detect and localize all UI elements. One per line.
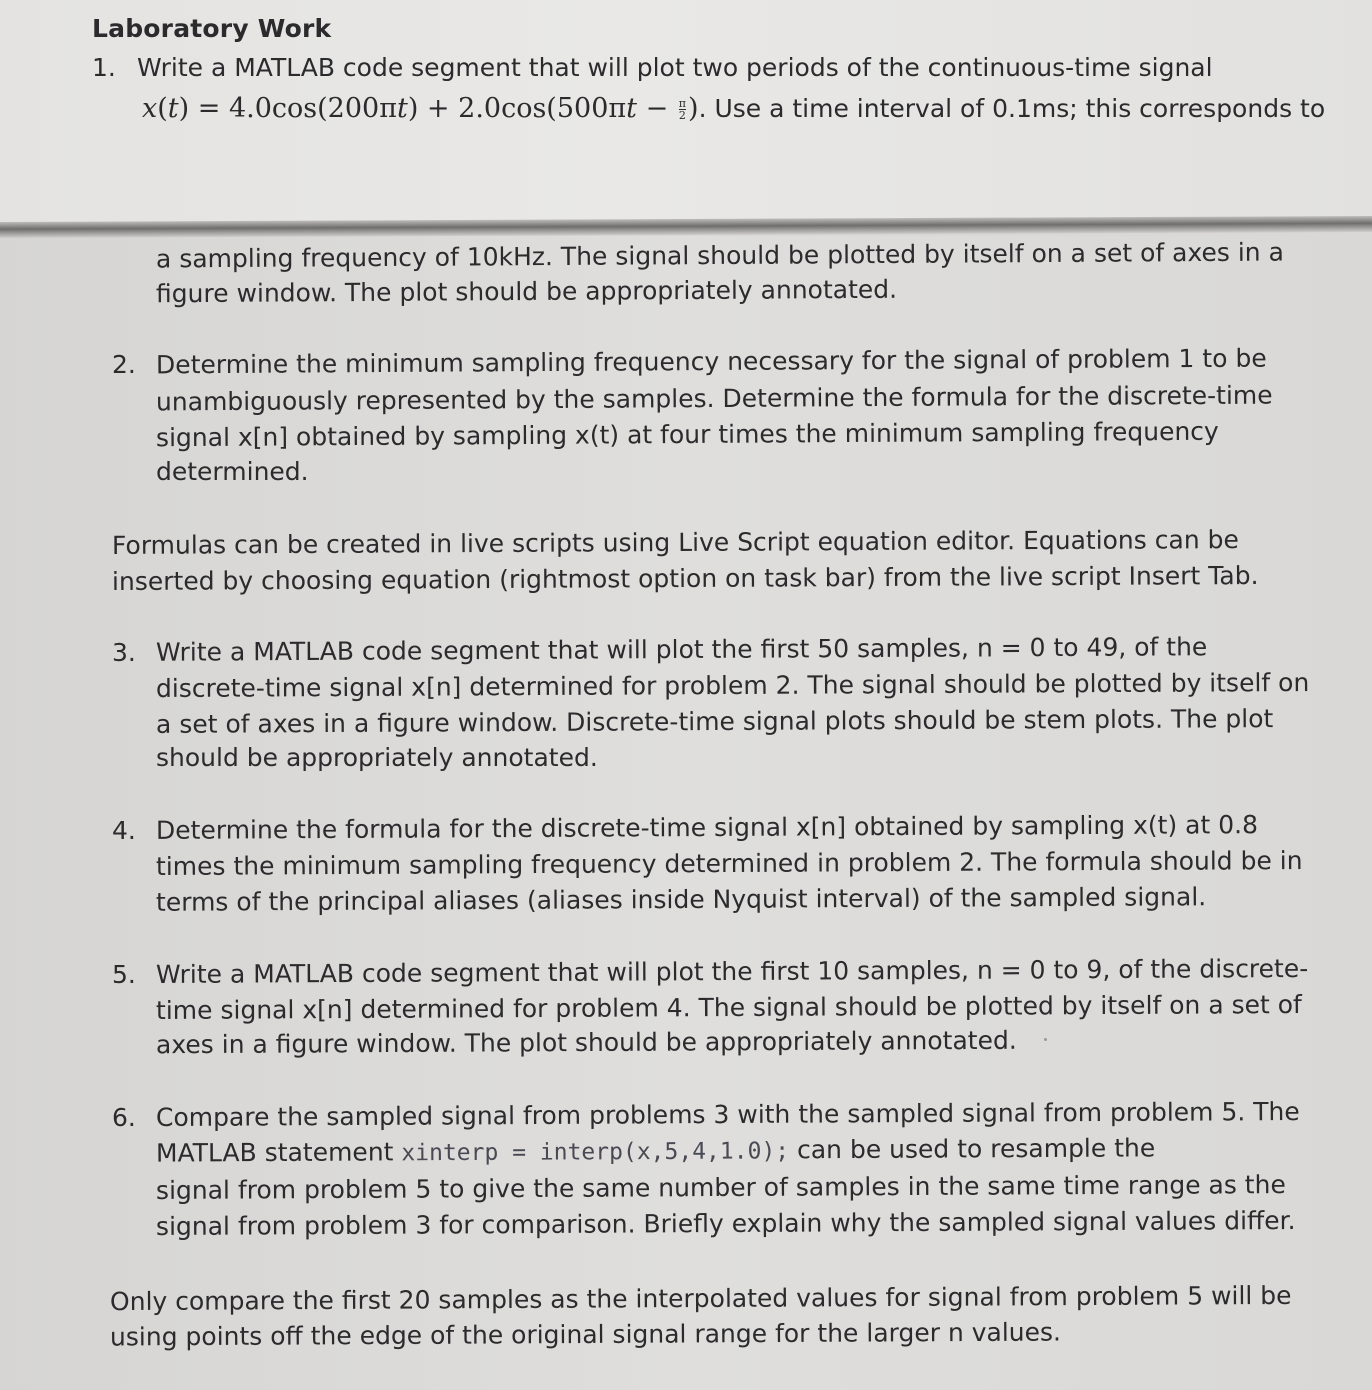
note-1-line-1: Formulas can be created in live scripts using Live Script equation editor. Equations can be (111, 525, 1239, 560)
q3-line-3: a set of axes in a figure window. Discrete-time signal plots should be stem plots. The plot (155, 704, 1274, 739)
q6-line-2-pre: MATLAB statement (155, 1137, 402, 1168)
q1-line-2-tail: . Use a time interval of 0.1ms; this corresponds to (698, 94, 1326, 123)
eq-close: ) (688, 93, 699, 124)
q6-line-1: Compare the sampled signal from problems 3 with the sampled signal from problem 5. The (155, 1097, 1300, 1132)
paper-speck (1044, 1038, 1047, 1041)
note-1-line-2: inserted by choosing equation (rightmost option on task bar) from the live script Insert Tab. (111, 560, 1259, 597)
q5-number: 5. (112, 960, 136, 989)
q3-line-1: Write a MATLAB code segment that will plot the first 50 samples, n = 0 to 49, of the (155, 632, 1208, 667)
q2-line-2: unambiguously represented by the samples. Determine the formula for the discrete-time (155, 380, 1273, 417)
q6-line-4: signal from problem 3 for comparison. Briefly explain why the sampled signal values differ. (155, 1206, 1296, 1241)
eq-t: t (167, 93, 179, 124)
q2-line-3: signal x[n] obtained by sampling x(t) at four times the minimum sampling frequency (155, 416, 1219, 453)
q2-line-1: Determine the minimum sampling frequency necessary for the signal of problem 1 to be (155, 343, 1267, 380)
q5-line-3: axes in a figure window. The plot should be appropriately annotated. (155, 1025, 1017, 1060)
eq-t-3: t (626, 93, 637, 124)
note-2-line-1: Only compare the first 20 samples as the interpolated values for signal from problem 5 will be (109, 1280, 1292, 1317)
q1-equation: x(t) = 4.0cos(200πt) + 2.0cos(500πt − $\frac{\pi}{2}$ ) (142, 93, 699, 124)
eq-frac-num: π (678, 97, 687, 110)
q5-line-1: Write a MATLAB code segment that will plot the first 10 samples, n = 0 to 9, of the discrete- (155, 953, 1309, 990)
q4-line-1: Determine the formula for the discrete-time signal x[n] obtained by sampling x(t) at 0.8 (155, 810, 1259, 845)
q4-line-3: terms of the principal aliases (aliases inside Nyquist interval) of the sampled signal. (155, 882, 1207, 917)
eq-part-1: ) = 4.0cos(200π (178, 93, 397, 124)
eq-t-2: t (396, 93, 408, 124)
eq-part-2: ) + 2.0cos(500π (407, 93, 627, 124)
eq-fraction (679, 98, 686, 121)
q2-line-4: determined. (156, 457, 309, 486)
q6-line-2 (156, 1133, 1155, 1167)
q3-line-4: should be appropriately annotated. (156, 743, 598, 772)
q6-line-3: signal from problem 5 to give the same number of samples in the same time range as the (155, 1170, 1286, 1205)
q2-number: 2. (112, 350, 136, 379)
eq-frac-den: 2 (678, 109, 686, 122)
q6-line-2-post: can be used to resample the (789, 1133, 1156, 1165)
q1-line-1: Write a MATLAB code segment that will plot two periods of the continuous-time signal (137, 53, 1213, 82)
q4-line-2: times the minimum sampling frequency determined in problem 2. The formula should be in (155, 845, 1303, 882)
q1-line-4: figure window. The plot should be appropriately annotated. (155, 274, 898, 309)
eq-minus: − (636, 93, 677, 124)
q3-number: 3. (112, 638, 136, 667)
q4-number: 4. (112, 816, 136, 845)
q5-line-2: time signal x[n] determined for problem 4. The signal should be plotted by itself on a set of (155, 990, 1302, 1025)
matlab-interp-code: xinterp = interp(x,5,4,1.0); (401, 1138, 790, 1167)
q3-line-2: discrete-time signal x[n] determined for problem 2. The signal should be plotted by itself on (155, 667, 1310, 704)
eq-x: x (142, 93, 158, 124)
q1-number: 1. (92, 53, 116, 82)
note-2-line-2: using points off the edge of the original signal range for the larger n values. (109, 1317, 1062, 1352)
q6-number: 6. (112, 1103, 136, 1132)
q1-line-3: a sampling frequency of 10kHz. The signal should be plotted by itself on a set of axes in a (155, 237, 1284, 274)
page-title: Laboratory Work (92, 14, 332, 43)
q1-line-2 (142, 93, 1325, 124)
